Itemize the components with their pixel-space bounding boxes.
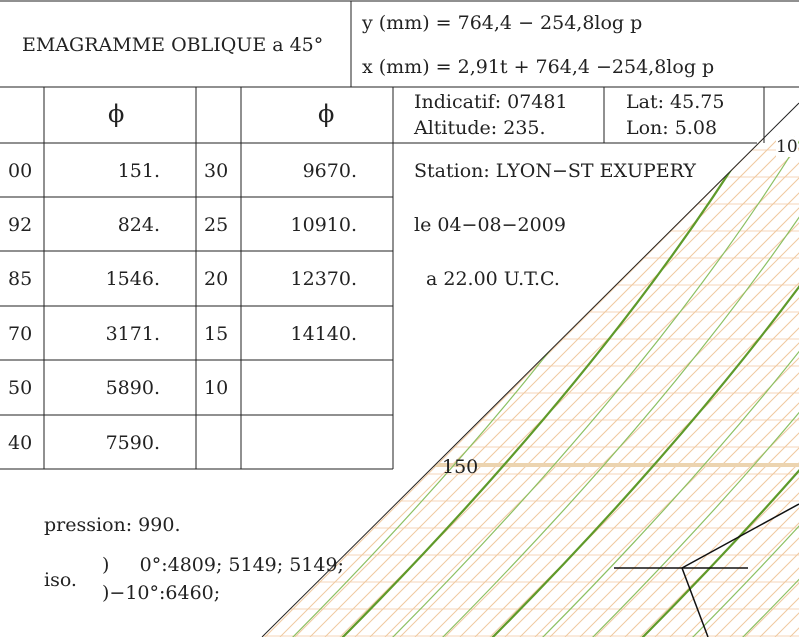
pressure-cell: 15 [204,323,229,345]
pressure-cell: 25 [204,214,229,236]
geopotential-cell: 3171. [105,323,160,345]
hatch-line [355,137,799,637]
hatch-line [445,137,799,637]
iso-line-minus10deg: )−10°:6460; [102,582,221,604]
hatch-line [430,137,799,637]
geopotential-cell: 10910. [290,214,357,236]
isobar-150-label: 150 [442,456,479,478]
pressure-cell: 40 [8,432,33,454]
pressure-cell: 20 [204,268,229,290]
hatch-line [550,137,799,637]
adiabat-line [580,140,799,637]
hatch-line [715,137,799,637]
pressure-cell: 10 [204,377,229,399]
hatch-line [655,137,799,637]
formula-x: x (mm) = 2,91t + 764,4 −254,8log p [362,56,715,78]
hatch-line [385,137,799,637]
pression-value: pression: 990. [44,514,181,536]
adiabat-line [630,140,799,637]
hatch-line [565,137,799,637]
sounding-date: le 04−08−2009 [414,214,566,236]
geopotential-cell: 151. [117,160,160,182]
diagram-title: EMAGRAMME OBLIQUE a 45° [22,34,324,56]
station-lat: Lat: 45.75 [626,91,725,113]
formula-y: y (mm) = 764,4 − 254,8log p [362,12,643,34]
geopotential-cell: 14140. [290,323,357,345]
hatch-line [415,137,799,637]
geopotential-cell: 5890. [105,377,160,399]
hatch-line [325,137,799,637]
pressure-cell: 50 [8,377,33,399]
hatch-line [505,137,799,637]
hatch-line [280,137,780,637]
geopotential-cell: 1546. [105,268,160,290]
iso-line-0deg: ) 0°:4809; 5149; 5149; [102,554,344,576]
table-header-phi-2: ϕ [318,100,335,128]
iso-label: iso. [44,569,77,591]
pressure-cell: 30 [204,160,229,182]
table-header-phi-1: ϕ [108,100,125,128]
geopotential-cell: 12370. [290,268,357,290]
geopotential-cell: 824. [117,214,160,236]
station-indicatif: Indicatif: 07481 [414,91,568,113]
hatch-line [520,137,799,637]
geopotential-cell: 9670. [302,160,357,182]
hatch-line [625,137,799,637]
pressure-cell: 85 [8,268,33,290]
pressure-cell: 92 [8,214,33,236]
geopotential-cell: 7590. [105,432,160,454]
pressure-cell: 70 [8,323,33,345]
corner-level-label: 10 [776,137,798,157]
adiabat-line [680,140,799,637]
pressure-cell: 00 [8,160,33,182]
station-lon: Lon: 5.08 [626,117,718,139]
station-altitude: Altitude: 235. [414,117,546,139]
hatch-line [460,137,799,637]
sounding-time: a 22.00 U.T.C. [426,268,560,290]
station-name: Station: LYON−ST EXUPERY [414,160,696,182]
